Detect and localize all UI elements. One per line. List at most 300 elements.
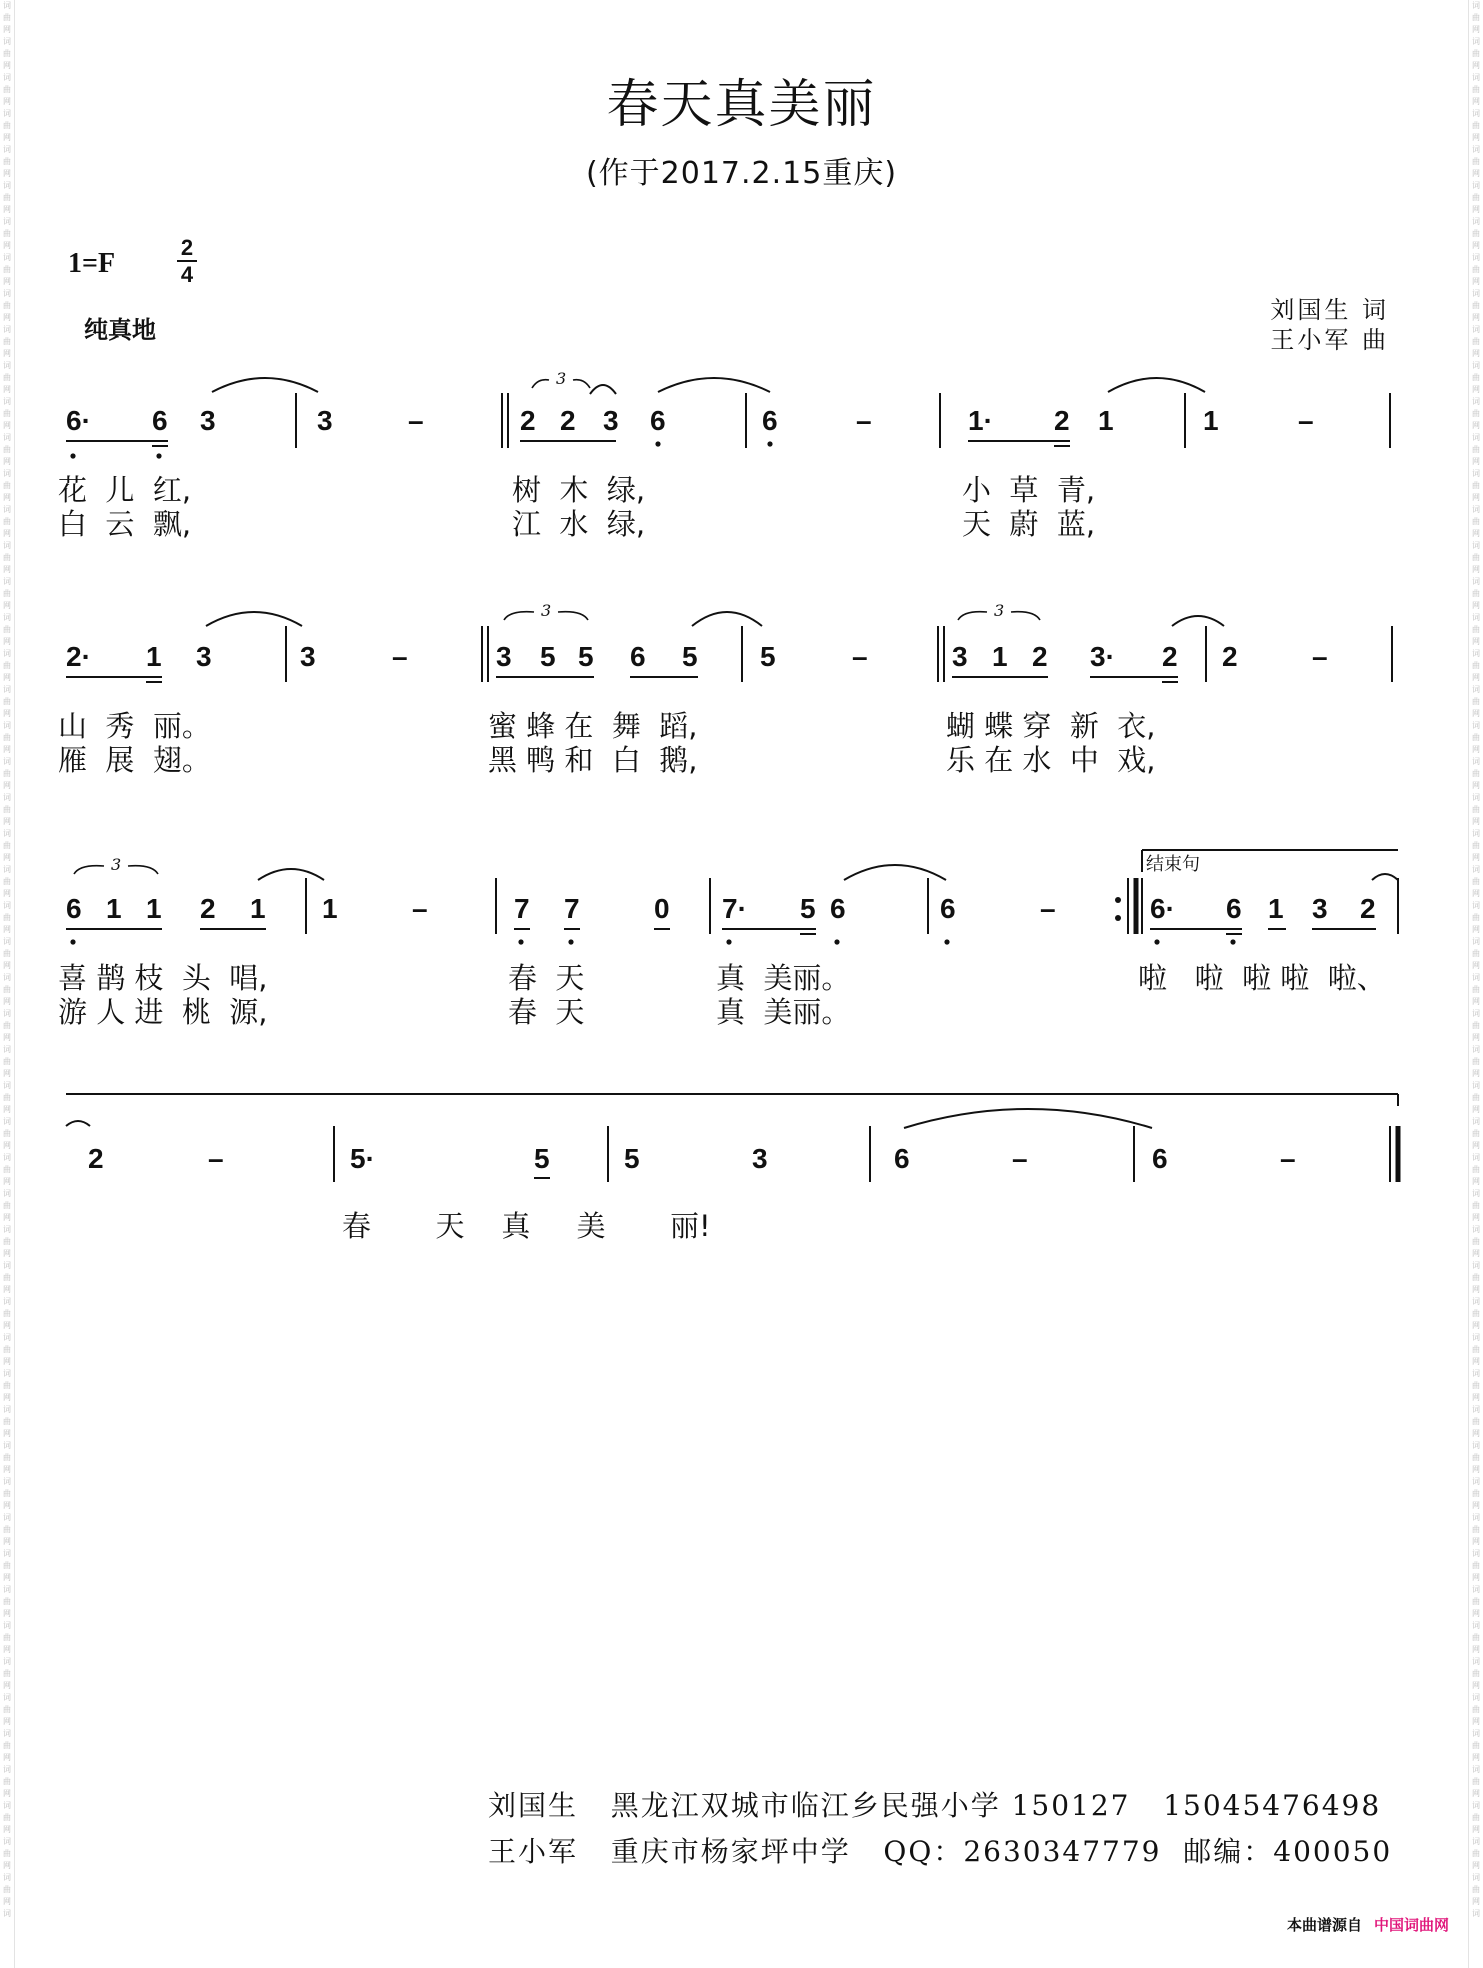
watermark-char: 词 (1472, 1513, 1480, 1522)
lyric-l2-v2-c: 乐 在 水 中 戏, (946, 743, 1156, 777)
watermark-char: 曲 (3, 1561, 11, 1570)
lyric-l3-v2-a: 游 人 进 桃 源, (58, 995, 268, 1029)
watermark-char: 网 (3, 1501, 11, 1510)
watermark-char: 词 (3, 1513, 11, 1522)
watermark-char: 曲 (3, 229, 11, 238)
watermark-char: 词 (1472, 433, 1480, 442)
watermark-char: 词 (3, 1765, 11, 1774)
note-l3: 2 (1360, 893, 1376, 924)
watermark-char: 曲 (3, 265, 11, 274)
watermark-char: 网 (3, 1429, 11, 1438)
watermark-char: 网 (3, 1033, 11, 1042)
watermark-char: 曲 (1472, 697, 1480, 706)
lyric-l2-v2-a: 雁 展 翅。 (58, 743, 211, 777)
repeat-dot (1115, 897, 1121, 903)
watermark-char: 词 (1472, 1, 1480, 10)
watermark-char: 词 (1472, 73, 1480, 82)
lyric-l3-v2-b: 春 天 (508, 995, 585, 1029)
watermark-char: 曲 (3, 625, 11, 634)
watermark-char: 网 (3, 1861, 11, 1870)
watermark-char: 曲 (1472, 409, 1480, 418)
watermark-char: 曲 (3, 1633, 11, 1642)
watermark-char: 网 (1472, 1177, 1480, 1186)
watermark-char: 词 (3, 181, 11, 190)
slur-arc (590, 385, 616, 394)
watermark-char: 网 (1472, 25, 1480, 34)
watermark-char: 词 (3, 1873, 11, 1882)
watermark-char: 曲 (1472, 553, 1480, 562)
watermark-char: 网 (1472, 133, 1480, 142)
watermark-char: 词 (3, 901, 11, 910)
note-l2: 5 (760, 641, 776, 672)
watermark-char: 词 (1472, 1693, 1480, 1702)
note-l3: – (1040, 893, 1056, 924)
watermark-char: 曲 (3, 841, 11, 850)
watermark-char: 网 (1472, 529, 1480, 538)
note-l3: 1 (146, 893, 162, 924)
watermark-char: 曲 (3, 1777, 11, 1786)
note-l1: 3 (317, 405, 333, 436)
watermark-char: 网 (3, 1213, 11, 1222)
watermark-char: 网 (3, 745, 11, 754)
watermark-char: 词 (1472, 1657, 1480, 1666)
note-l2: 5 (540, 641, 556, 672)
watermark-char: 词 (3, 1117, 11, 1126)
watermark-char: 词 (3, 1, 11, 10)
watermark-char: 词 (1472, 469, 1480, 478)
watermark-char: 网 (3, 925, 11, 934)
watermark-char: 词 (3, 1729, 11, 1738)
watermark-char: 曲 (3, 1489, 11, 1498)
watermark-char: 曲 (1472, 1741, 1480, 1750)
watermark-char: 词 (3, 793, 11, 802)
triplet-number: 3 (994, 601, 1005, 620)
watermark-char: 曲 (1472, 481, 1480, 490)
note-l1: 6· (66, 405, 91, 436)
note-l1: 2 (1054, 405, 1070, 436)
watermark-char: 词 (3, 505, 11, 514)
watermark-char: 曲 (1472, 157, 1480, 166)
note-l2: 3 (952, 641, 968, 672)
note-l1: 1 (1203, 405, 1219, 436)
watermark-char: 曲 (1472, 1885, 1480, 1894)
watermark-char: 网 (1472, 745, 1480, 754)
watermark-char: 网 (1472, 1645, 1480, 1654)
note-l3: 6 (66, 893, 82, 924)
note-l1: 6 (152, 405, 168, 436)
note-l1: 6 (762, 405, 778, 436)
watermark-char: 曲 (3, 1813, 11, 1822)
watermark-char: 词 (3, 397, 11, 406)
watermark-char: 网 (3, 1825, 11, 1834)
watermark-char: 网 (3, 133, 11, 142)
note-l1: 6 (650, 405, 666, 436)
watermark-char: 网 (1472, 205, 1480, 214)
watermark-char: 曲 (1472, 805, 1480, 814)
watermark-char: 网 (3, 277, 11, 286)
watermark-char: 曲 (1472, 625, 1480, 634)
watermark-char: 词 (1472, 1081, 1480, 1090)
watermark-char: 曲 (3, 517, 11, 526)
watermark-char: 词 (1472, 793, 1480, 802)
note-l3: 1 (322, 893, 338, 924)
watermark-char: 词 (3, 217, 11, 226)
source-brand-link[interactable]: 中国词曲网 (1373, 1916, 1449, 1934)
watermark-char: 曲 (1472, 949, 1480, 958)
watermark-char: 曲 (3, 1705, 11, 1714)
watermark-char: 曲 (1472, 373, 1480, 382)
watermark-char: 词 (1472, 541, 1480, 550)
watermark-char: 词 (3, 1009, 11, 1018)
note-l1: 3 (200, 405, 216, 436)
watermark-char: 曲 (3, 1597, 11, 1606)
watermark-char: 网 (3, 169, 11, 178)
watermark-char: 曲 (1472, 1309, 1480, 1318)
watermark-char: 曲 (1472, 1453, 1480, 1462)
watermark-char: 曲 (1472, 1201, 1480, 1210)
watermark-char: 词 (1472, 937, 1480, 946)
watermark-char: 网 (1472, 1321, 1480, 1330)
watermark-char: 网 (3, 961, 11, 970)
watermark-char: 曲 (1472, 1849, 1480, 1858)
watermark-char: 词 (1472, 181, 1480, 190)
watermark-char: 网 (3, 1573, 11, 1582)
watermark-char: 曲 (1472, 85, 1480, 94)
watermark-char: 网 (3, 1465, 11, 1474)
watermark-char: 词 (3, 1045, 11, 1054)
watermark-char: 网 (3, 781, 11, 790)
note-l2: 6 (630, 641, 646, 672)
octave-dot-below (70, 939, 75, 944)
watermark-char: 曲 (3, 337, 11, 346)
watermark-char: 网 (3, 709, 11, 718)
note-l2: 1 (992, 641, 1008, 672)
watermark-char: 曲 (3, 1849, 11, 1858)
watermark-char: 网 (3, 241, 11, 250)
watermark-char: 曲 (3, 157, 11, 166)
watermark-char: 词 (1472, 361, 1480, 370)
watermark-char: 词 (3, 433, 11, 442)
watermark-char: 网 (3, 529, 11, 538)
watermark-char: 曲 (1472, 1093, 1480, 1102)
watermark-char: 曲 (1472, 1237, 1480, 1246)
triplet-bracket-left (532, 380, 549, 388)
watermark-char: 词 (1472, 973, 1480, 982)
watermark-char: 词 (3, 1261, 11, 1270)
watermark-char: 曲 (3, 661, 11, 670)
watermark-char: 曲 (3, 121, 11, 130)
note-l2: 5 (682, 641, 698, 672)
watermark-char: 词 (3, 721, 11, 730)
watermark-char: 网 (3, 1141, 11, 1150)
note-l3: 5 (800, 893, 816, 924)
watermark-char: 词 (3, 1189, 11, 1198)
watermark-char: 网 (3, 61, 11, 70)
watermark-char: 曲 (1472, 121, 1480, 130)
slur-arc (692, 612, 762, 626)
key-signature: 1=F (68, 248, 116, 279)
note-l2: 5 (578, 641, 594, 672)
watermark-char: 网 (1472, 1717, 1480, 1726)
watermark-char: 网 (1472, 1861, 1480, 1870)
note-l2: 3 (196, 641, 212, 672)
song-subtitle: (作于2017.2.15重庆) (585, 156, 898, 191)
triplet-number: 3 (541, 601, 552, 620)
watermark-char: 网 (1472, 277, 1480, 286)
watermark-char: 词 (1472, 613, 1480, 622)
song-title: 春天真美丽 (606, 75, 877, 135)
note-l2: 2· (66, 641, 91, 672)
watermark-char: 曲 (1472, 1525, 1480, 1534)
lyric-l4-v1: 春 天 真 美 丽! (342, 1209, 711, 1243)
watermark-char: 网 (1472, 1465, 1480, 1474)
lyric-l1-v2-c: 天 蔚 蓝, (962, 507, 1096, 541)
octave-dot-below (1230, 939, 1235, 944)
slur-arc (212, 378, 318, 392)
watermark-char: 词 (1472, 1153, 1480, 1162)
watermark-char: 网 (1472, 241, 1480, 250)
watermark-char: 网 (3, 25, 11, 34)
note-l4: 5 (534, 1143, 550, 1174)
watermark-char: 词 (1472, 1621, 1480, 1630)
slur-arc (206, 612, 302, 626)
time-signature-top: 2 (180, 235, 194, 260)
watermark-char: 词 (3, 325, 11, 334)
watermark-char: 词 (1472, 217, 1480, 226)
octave-dot-below (156, 453, 161, 458)
watermark-char: 曲 (1472, 733, 1480, 742)
watermark-char: 网 (3, 1105, 11, 1114)
triplet-bracket-left (958, 612, 987, 620)
watermark-char: 网 (1472, 925, 1480, 934)
watermark-char: 网 (1472, 781, 1480, 790)
note-l4: 6 (894, 1143, 910, 1174)
watermark-char: 曲 (3, 1453, 11, 1462)
watermark-char: 网 (1472, 1249, 1480, 1258)
source-label: 本曲谱源自 (1286, 1916, 1362, 1934)
watermark-char: 曲 (1472, 769, 1480, 778)
slur-arc (904, 1109, 1152, 1128)
watermark-char: 词 (3, 145, 11, 154)
watermark-char: 曲 (3, 481, 11, 490)
watermark-char: 曲 (3, 1381, 11, 1390)
watermark-char: 网 (1472, 1141, 1480, 1150)
watermark-char: 网 (1472, 1357, 1480, 1366)
watermark-char: 曲 (3, 913, 11, 922)
watermark-char: 网 (1472, 1753, 1480, 1762)
watermark-char: 网 (1472, 1573, 1480, 1582)
watermark-char: 词 (3, 1405, 11, 1414)
watermark-char: 网 (1472, 385, 1480, 394)
watermark-char: 曲 (3, 985, 11, 994)
note-l3: 3 (1312, 893, 1328, 924)
note-l4: – (208, 1143, 224, 1174)
watermark-char: 词 (1472, 1297, 1480, 1306)
watermark-char: 词 (1472, 829, 1480, 838)
note-l4: 5 (624, 1143, 640, 1174)
watermark-char: 网 (3, 565, 11, 574)
watermark-char: 曲 (1472, 1489, 1480, 1498)
watermark-char: 网 (1472, 565, 1480, 574)
watermark-char: 网 (1472, 961, 1480, 970)
watermark-char: 词 (1472, 325, 1480, 334)
watermark-char: 网 (3, 1321, 11, 1330)
watermark-char: 网 (3, 1069, 11, 1078)
watermark-char: 曲 (1472, 1705, 1480, 1714)
watermark-char: 网 (3, 493, 11, 502)
watermark-char: 曲 (1472, 1561, 1480, 1570)
watermark-char: 词 (3, 361, 11, 370)
watermark-char: 网 (1472, 457, 1480, 466)
watermark-char: 网 (1472, 1213, 1480, 1222)
watermark-char: 网 (3, 1285, 11, 1294)
watermark-char: 曲 (3, 1237, 11, 1246)
watermark-char: 网 (1472, 61, 1480, 70)
watermark-char: 词 (1472, 289, 1480, 298)
watermark-char: 词 (3, 37, 11, 46)
watermark-char: 网 (3, 1897, 11, 1906)
contact-composer: 王小军 重庆市杨家坪中学 QQ：2630347779 邮编：400050 (488, 1835, 1393, 1868)
watermark-char: 词 (3, 73, 11, 82)
note-l1: 2 (520, 405, 536, 436)
watermark-char: 网 (1472, 1681, 1480, 1690)
note-l3: 1 (106, 893, 122, 924)
note-l3: 6 (830, 893, 846, 924)
watermark-char: 网 (3, 349, 11, 358)
watermark-char: 词 (1472, 1261, 1480, 1270)
note-l1: – (856, 405, 872, 436)
ending-label: 结束句 (1146, 854, 1200, 875)
watermark-char: 曲 (3, 1309, 11, 1318)
watermark-char: 词 (1472, 1801, 1480, 1810)
triplet-bracket-left (74, 866, 104, 874)
watermark-char: 词 (3, 1153, 11, 1162)
lyric-l3-v1-c: 真 美丽。 (716, 961, 851, 995)
watermark-char: 曲 (1472, 1381, 1480, 1390)
note-l3: 1 (1268, 893, 1284, 924)
octave-dot-below (655, 441, 660, 446)
watermark-char: 曲 (1472, 1273, 1480, 1282)
watermark-char: 词 (1472, 253, 1480, 262)
watermark-char: 网 (3, 205, 11, 214)
watermark-char: 网 (1472, 1537, 1480, 1546)
watermark-char: 网 (1472, 169, 1480, 178)
watermark-char: 曲 (3, 733, 11, 742)
watermark-char: 词 (3, 1333, 11, 1342)
octave-dot-below (70, 453, 75, 458)
watermark-char: 词 (3, 1621, 11, 1630)
watermark-char: 词 (3, 289, 11, 298)
watermark-char: 曲 (1472, 1633, 1480, 1642)
watermark-char: 词 (1472, 1549, 1480, 1558)
watermark-char: 网 (1472, 817, 1480, 826)
watermark-char: 曲 (1472, 301, 1480, 310)
watermark-char: 词 (1472, 1405, 1480, 1414)
watermark-char: 曲 (3, 697, 11, 706)
watermark-char: 曲 (1472, 1813, 1480, 1822)
time-signature-bottom: 4 (180, 262, 194, 287)
lyric-l3-v2-c: 真 美丽。 (716, 995, 851, 1029)
watermark-char: 词 (3, 1477, 11, 1486)
watermark-char: 网 (3, 1681, 11, 1690)
watermark-char: 曲 (3, 301, 11, 310)
watermark-char: 曲 (1472, 877, 1480, 886)
note-l3: 7 (564, 893, 580, 924)
watermark-char: 词 (1472, 1873, 1480, 1882)
watermark-char: 曲 (3, 1093, 11, 1102)
watermark-char: 曲 (3, 445, 11, 454)
watermark-char: 网 (3, 1537, 11, 1546)
watermark-char: 网 (1472, 709, 1480, 718)
watermark-char: 曲 (3, 1525, 11, 1534)
watermark-char: 网 (1472, 1789, 1480, 1798)
note-l2: 2 (1162, 641, 1178, 672)
watermark-char: 曲 (1472, 589, 1480, 598)
note-l3: 7· (722, 893, 747, 924)
watermark-char: 曲 (1472, 661, 1480, 670)
slur-arc (1172, 616, 1224, 626)
watermark-char: 曲 (1472, 337, 1480, 346)
watermark-char: 词 (1472, 1225, 1480, 1234)
note-l3: 7 (514, 893, 530, 924)
watermark-char: 词 (3, 1801, 11, 1810)
lyric-l3-v1-a: 喜 鹊 枝 头 唱, (58, 961, 268, 995)
lyric-l1-v1-a: 花 儿 红, (58, 473, 192, 507)
watermark-char: 词 (1472, 1477, 1480, 1486)
watermark-char: 词 (1472, 757, 1480, 766)
watermark-char: 网 (3, 1789, 11, 1798)
watermark-char: 词 (3, 1081, 11, 1090)
watermark-char: 曲 (1472, 193, 1480, 202)
watermark-char: 词 (1472, 1729, 1480, 1738)
slur-arc (658, 378, 770, 392)
octave-dot-below (518, 939, 523, 944)
triplet-number: 3 (111, 855, 122, 874)
note-l4: – (1012, 1143, 1028, 1174)
note-l2: 2 (1032, 641, 1048, 672)
note-l3: 6· (1150, 893, 1175, 924)
watermark-char: 曲 (1472, 913, 1480, 922)
watermark-char: 曲 (1472, 1129, 1480, 1138)
watermark-char: 词 (1472, 721, 1480, 730)
watermark-char: 词 (3, 1225, 11, 1234)
note-l1: 2 (560, 405, 576, 436)
watermark-char: 曲 (3, 1201, 11, 1210)
watermark-char: 网 (3, 601, 11, 610)
note-l1: 3 (603, 405, 619, 436)
watermark-char: 曲 (1472, 1165, 1480, 1174)
triplet-bracket-right (558, 612, 588, 620)
tempo-marking: 纯真地 (84, 316, 156, 344)
watermark-char: 词 (3, 649, 11, 658)
contact-lyricist: 刘国生 黑龙江双城市临江乡民强小学 150127 15045476498 (488, 1789, 1382, 1822)
note-l2: – (1312, 641, 1328, 672)
watermark-char: 曲 (3, 1273, 11, 1282)
note-l3: 0 (654, 893, 670, 924)
lyric-l2-v1-c: 蝴 蝶 穿 新 衣, (946, 709, 1156, 743)
triplet-bracket-right (128, 866, 158, 874)
watermark-char: 词 (3, 1549, 11, 1558)
watermark-char: 词 (1472, 1909, 1480, 1918)
note-l1: – (1298, 405, 1314, 436)
watermark-char: 词 (3, 865, 11, 874)
slur-arc (844, 865, 946, 880)
lyric-l1-v1-c: 小 草 青, (962, 473, 1096, 507)
watermark-char: 网 (1472, 853, 1480, 862)
watermark-char: 曲 (3, 805, 11, 814)
watermark-char: 网 (1472, 1825, 1480, 1834)
watermark-char: 网 (1472, 601, 1480, 610)
